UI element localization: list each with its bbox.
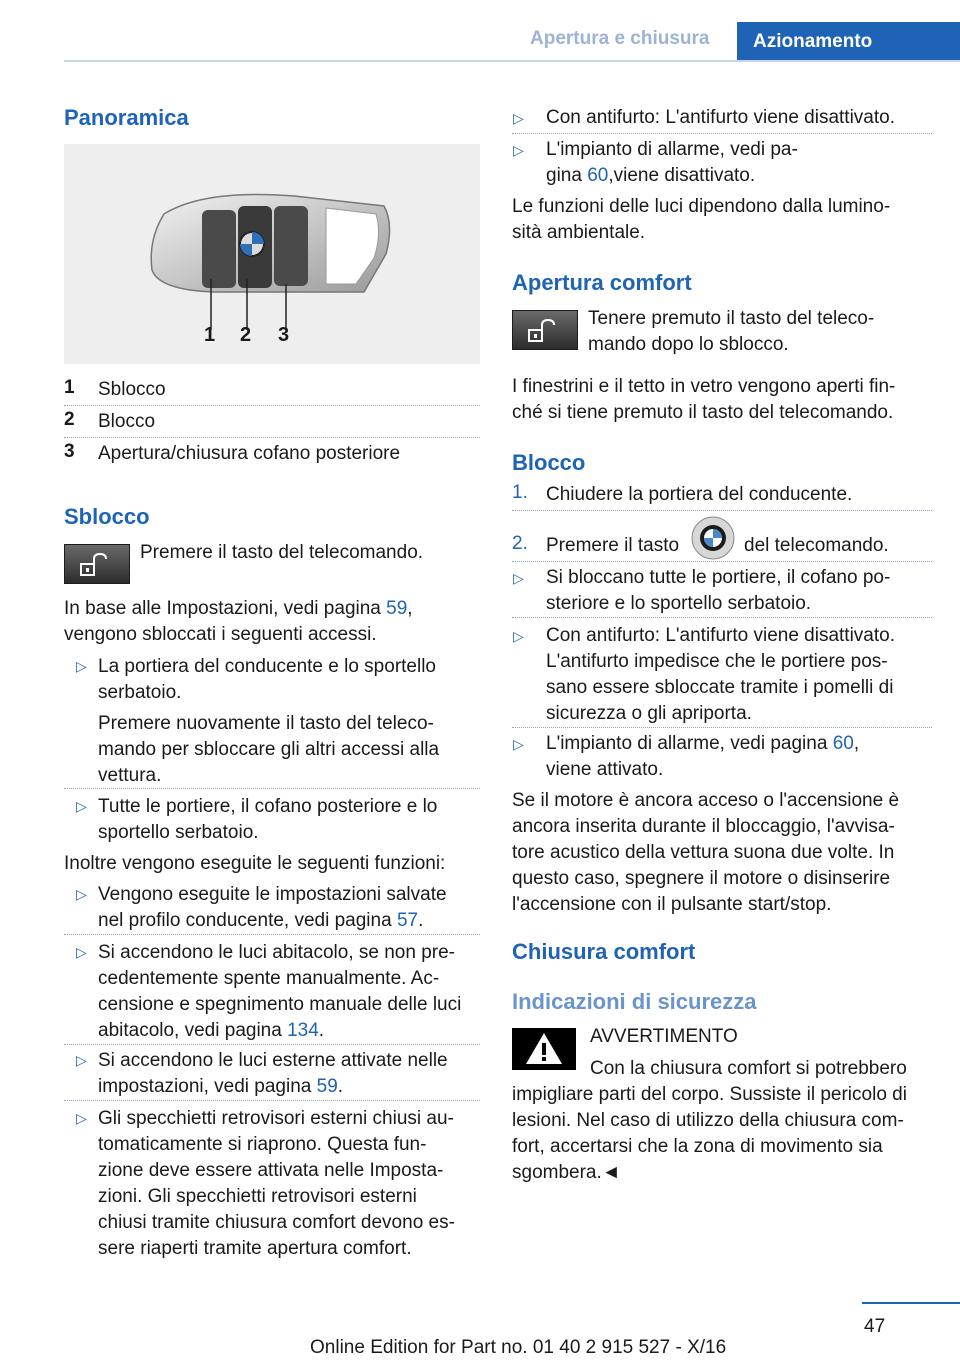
bullet-text: cedentemente spente manualmente. Ac- xyxy=(98,968,440,989)
bullet-text: Si accendono le luci abitacolo, se non pre- xyxy=(98,942,456,963)
triangle-bullet-icon: ▷ xyxy=(513,736,524,752)
bullet-text: Vengono eseguite le impostazioni salvate xyxy=(98,884,447,905)
triangle-bullet-icon: ▷ xyxy=(76,944,87,960)
unlock-icon xyxy=(64,544,130,584)
bullet-text: sano essere sbloccate tramite i pomelli di xyxy=(546,677,894,698)
bullet-text: steriore e lo sportello serbatoio. xyxy=(546,593,812,614)
footer-edition: Online Edition for Part no. 01 40 2 915 527 - X/16 xyxy=(310,1337,727,1358)
page-link[interactable]: 60 xyxy=(832,733,854,754)
warning-text: impigliare parti del corpo. Sussiste il pericolo di xyxy=(512,1084,907,1105)
legend-label: Sblocco xyxy=(98,379,166,400)
divider xyxy=(64,1100,480,1101)
bullet-text: Si bloccano tutte le portiere, il cofano po- xyxy=(546,567,891,588)
sblocco-instruction: Premere il tasto del telecomando. xyxy=(140,542,424,563)
bullet-subtext: mando per sbloccare gli altri accessi alla xyxy=(98,739,440,760)
divider xyxy=(512,617,932,618)
divider xyxy=(64,437,480,438)
warning-text: sgombera.◄ xyxy=(512,1162,621,1183)
bullet-text: Con antifurto: L'antifurto viene disattivato. xyxy=(546,107,895,128)
page-link[interactable]: 59 xyxy=(386,598,408,619)
bullet-text: L'impianto di allarme, vedi pa- xyxy=(546,139,798,160)
bullet-text: sportello serbatoio. xyxy=(98,822,259,843)
callout-2: 2 xyxy=(240,324,252,346)
bullet-text: L'impianto di allarme, vedi pagina 60, xyxy=(546,733,860,754)
divider xyxy=(512,561,932,562)
section-title-sblocco: Sblocco xyxy=(64,504,150,529)
bullet-subtext: Premere nuovamente il tasto del teleco- xyxy=(98,713,434,734)
header-rule xyxy=(64,60,960,62)
warning-text: Con la chiusura comfort si potrebbero xyxy=(590,1058,907,1079)
page-link[interactable]: 134 xyxy=(287,1020,319,1041)
warning-label: AVVERTIMENTO xyxy=(590,1026,738,1047)
divider xyxy=(512,133,932,134)
triangle-bullet-icon: ▷ xyxy=(76,1110,87,1126)
bullet-text: Con antifurto: L'antifurto viene disattivato. xyxy=(546,625,895,646)
bullet-text: tomaticamente si riaprono. Questa fun- xyxy=(98,1134,427,1155)
warning-text: fort, accertarsi che la zona di movimento sia xyxy=(512,1136,883,1157)
bullet-text: L'antifurto impedisce che le portiere pos- xyxy=(546,651,888,672)
step-number: 1. xyxy=(512,482,528,503)
paragraph: ché si tiene premuto il tasto del telecomando. xyxy=(512,402,894,423)
divider xyxy=(64,788,480,789)
triangle-bullet-icon: ▷ xyxy=(513,142,524,158)
triangle-bullet-icon: ▷ xyxy=(76,1052,87,1068)
bullet-subtext: vettura. xyxy=(98,765,162,786)
bullet-text: Si accendono le luci esterne attivate nelle xyxy=(98,1050,448,1071)
bullet-text: abitacolo, vedi pagina 134. xyxy=(98,1020,325,1041)
paragraph: Se il motore è ancora acceso o l'accensione è xyxy=(512,790,900,811)
step-text: del telecomando. xyxy=(744,535,889,556)
divider xyxy=(512,727,932,728)
divider xyxy=(512,510,932,511)
section-title-blocco: Blocco xyxy=(512,450,586,475)
paragraph: sità ambientale. xyxy=(512,222,646,243)
triangle-bullet-icon: ▷ xyxy=(513,110,524,126)
bullet-text: censione e spegnimento manuale delle luci xyxy=(98,994,462,1015)
section-title-panoramica: Panoramica xyxy=(64,105,189,130)
bullet-text: Tutte le portiere, il cofano posteriore e lo xyxy=(98,796,438,817)
bullet-text: impostazioni, vedi pagina 59. xyxy=(98,1076,344,1097)
triangle-bullet-icon: ▷ xyxy=(76,886,87,902)
callout-1: 1 xyxy=(204,324,216,346)
bullet-text: zioni. Gli specchietti retrovisori esterni xyxy=(98,1186,417,1207)
paragraph: In base alle Impostazioni, vedi pagina 59, xyxy=(64,598,413,619)
paragraph: I finestrini e il tetto in vetro vengono aperti fin- xyxy=(512,376,896,397)
step-text: Chiudere la portiera del conducente. xyxy=(546,484,853,505)
bullet-text: chiusi tramite chiusura comfort devono es- xyxy=(98,1212,455,1233)
divider xyxy=(64,1044,480,1045)
section-title-apertura-comfort: Apertura comfort xyxy=(512,270,692,295)
bullet-text: serbatoio. xyxy=(98,682,182,703)
legend-number: 1 xyxy=(64,377,75,398)
callout-3: 3 xyxy=(278,324,290,346)
step-text: Premere il tasto xyxy=(546,535,680,556)
bullet-text: La portiera del conducente e lo sportello xyxy=(98,656,437,677)
page-link[interactable]: 59 xyxy=(316,1076,338,1097)
instruction: Tenere premuto il tasto del teleco- xyxy=(588,308,875,329)
section-title-chiusura-comfort: Chiusura comfort xyxy=(512,939,696,964)
warning-icon xyxy=(512,1028,576,1070)
paragraph: l'accensione con il pulsante start/stop. xyxy=(512,894,832,915)
paragraph: questo caso, spegnere il motore o disinserire xyxy=(512,868,891,889)
paragraph: Le funzioni delle luci dipendono dalla lumino- xyxy=(512,196,891,217)
subsection-title-safety: Indicazioni di sicurezza xyxy=(512,989,757,1014)
paragraph: vengono sbloccati i seguenti accessi. xyxy=(64,624,377,645)
triangle-bullet-icon: ▷ xyxy=(513,570,524,586)
key-fob-image xyxy=(64,144,480,364)
bullet-text: nel profilo conducente, vedi pagina 57. xyxy=(98,910,424,931)
bullet-text: gina 60,viene disattivato. xyxy=(546,165,756,186)
legend-number: 2 xyxy=(64,409,75,430)
bullet-text: sere riaperti tramite apertura comfort. xyxy=(98,1238,412,1259)
paragraph: ancora inserita durante il bloccaggio, l'avvisa- xyxy=(512,816,895,837)
step-number: 2. xyxy=(512,533,528,554)
paragraph: Inoltre vengono eseguite le seguenti funzioni: xyxy=(64,853,446,874)
warning-text: lesioni. Nel caso di utilizzo della chiusura com- xyxy=(512,1110,904,1131)
triangle-bullet-icon: ▷ xyxy=(513,628,524,644)
header-chapter-tab: Azionamento xyxy=(737,22,960,62)
bmw-logo-icon xyxy=(691,516,735,560)
page-number: 47 xyxy=(864,1316,886,1337)
page-link[interactable]: 60 xyxy=(587,165,609,186)
bullet-text: viene attivato. xyxy=(546,759,664,780)
footer-rule xyxy=(862,1302,960,1304)
bullet-text: sicurezza o gli apriporta. xyxy=(546,703,752,724)
instruction: mando dopo lo sblocco. xyxy=(588,334,789,355)
divider xyxy=(64,405,480,406)
unlock-icon xyxy=(512,310,578,350)
legend-label: Apertura/chiusura cofano posteriore xyxy=(98,443,401,464)
page-link[interactable]: 57 xyxy=(396,910,419,931)
header-section-title: Apertura e chiusura xyxy=(530,28,710,49)
bullet-text: Gli specchietti retrovisori esterni chiusi au- xyxy=(98,1108,454,1129)
legend-number: 3 xyxy=(64,441,75,462)
divider xyxy=(64,934,480,935)
bullet-text: zione deve essere attivata nelle Imposta- xyxy=(98,1160,444,1181)
legend-label: Blocco xyxy=(98,411,156,432)
triangle-bullet-icon: ▷ xyxy=(76,658,87,674)
paragraph: tore acustico della vettura suona due volte. In xyxy=(512,842,895,863)
triangle-bullet-icon: ▷ xyxy=(76,798,87,814)
